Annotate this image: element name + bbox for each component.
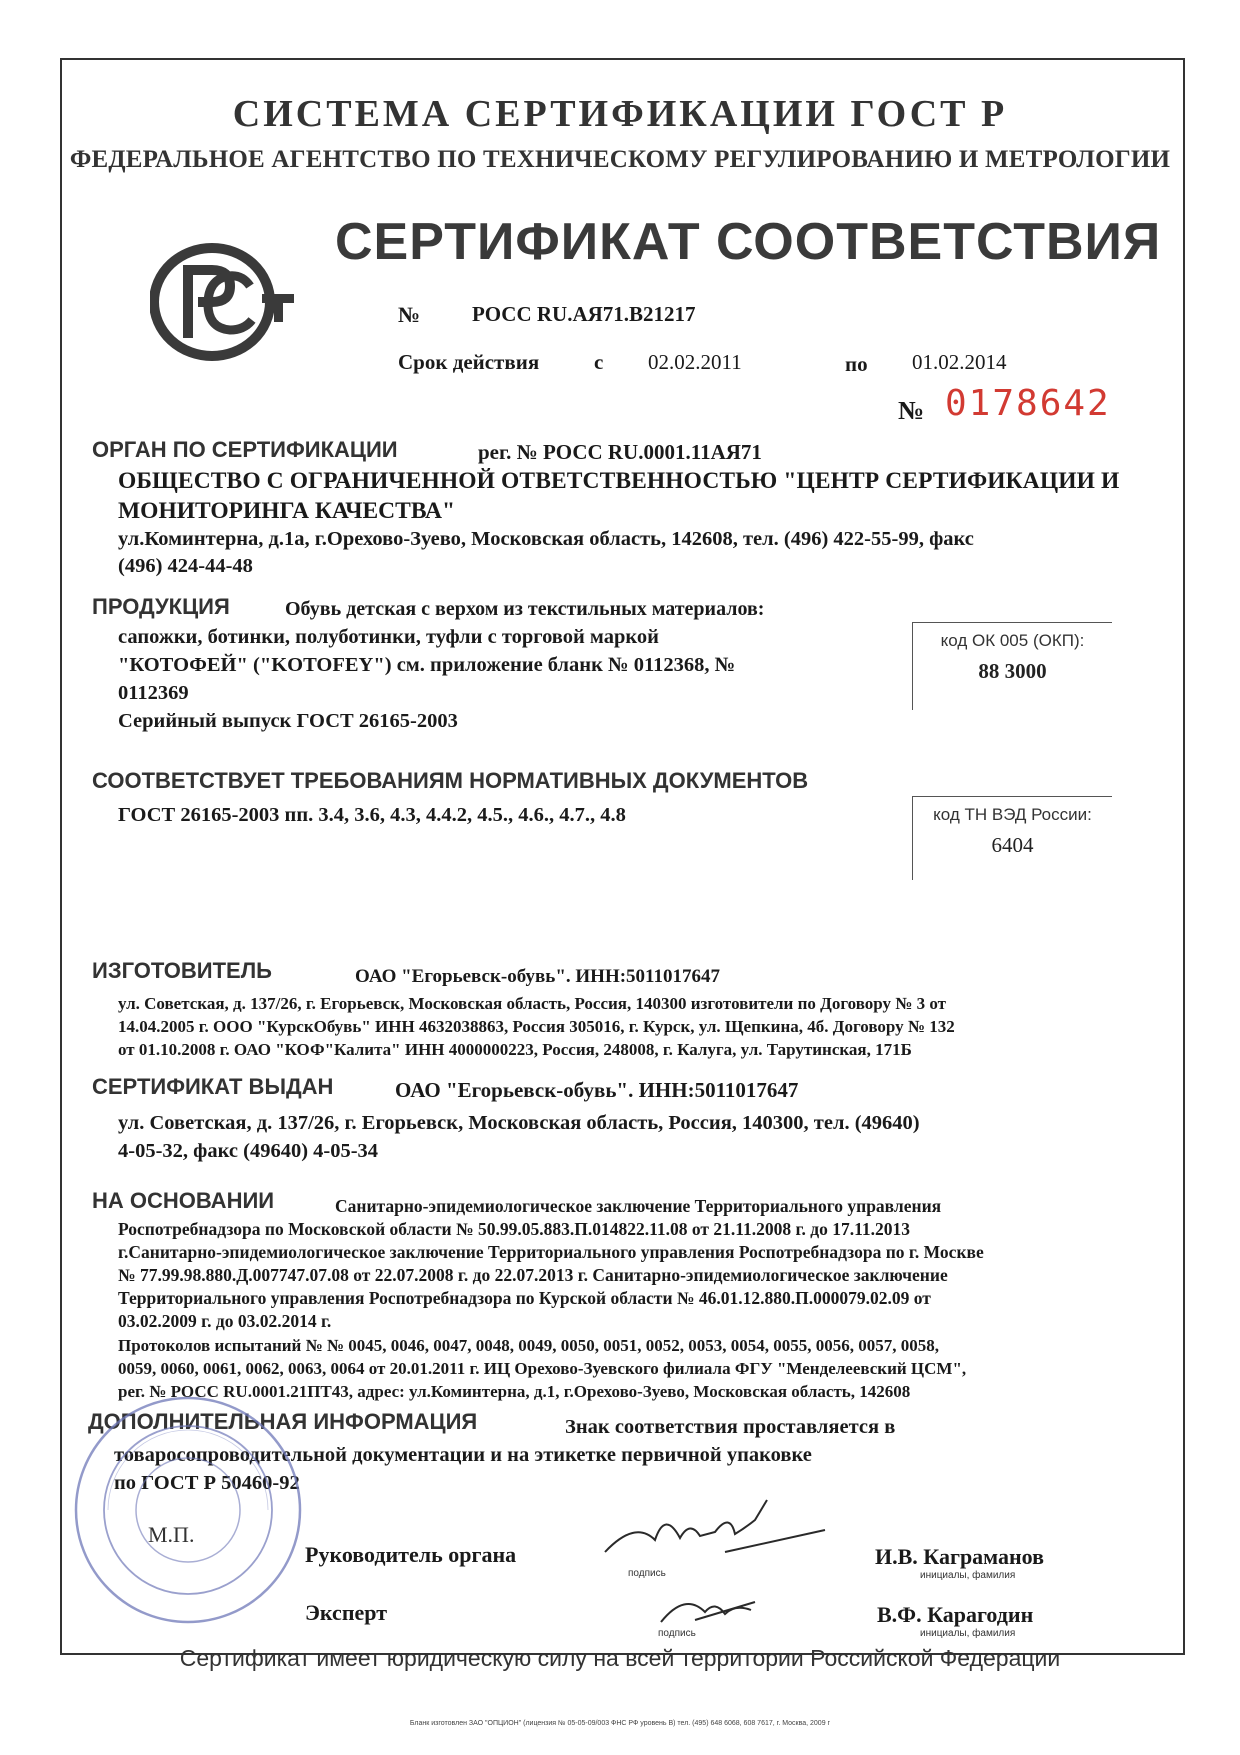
head-name-caption: инициалы, фамилия (920, 1570, 1016, 1581)
head-signature-icon (595, 1490, 835, 1570)
head-label: Руководитель органа (305, 1542, 517, 1567)
certificate-number: РОСС RU.АЯ71.В21217 (472, 302, 696, 326)
expert-signature-icon (655, 1582, 765, 1632)
tnved-code-value: 6404 (991, 833, 1034, 857)
manufacturer-name: ОАО "Егорьевск-обувь". ИНН:5011017647 (355, 966, 721, 987)
expert-name-caption: инициалы, фамилия (920, 1628, 1016, 1639)
stamp-label: М.П. (148, 1522, 195, 1547)
validity-note: Сертификат имеет юридическую силу на всей территории Российской Федерации (179, 1645, 1061, 1671)
product-line-5: Серийный выпуск ГОСТ 26165-2003 (118, 710, 458, 732)
expert-label: Эксперт (305, 1600, 388, 1625)
product-label: ПРОДУКЦИЯ (92, 594, 230, 619)
product-line-4: 0112369 (118, 682, 189, 704)
okp-code-value: 88 3000 (978, 659, 1047, 683)
number-label: № (398, 302, 421, 327)
additional-line-1: Знак соответствия проставляется в (565, 1416, 896, 1438)
okp-code-box (912, 622, 1112, 710)
manufacturer-line-1: ул. Советская, д. 137/26, г. Егорьевск, Московская область, Россия, 140300 изготовители по Договору № 3 от (118, 994, 946, 1013)
certificate-title: СЕРТИФИКАТ СООТВЕТСТВИЯ (335, 213, 1162, 271)
head-sign-caption: подпись (628, 1568, 666, 1579)
tnved-code-label: код ТН ВЭД России: (933, 805, 1092, 824)
manufacturer-line-3: от 01.10.2008 г. ОАО "КОФ"Калита" ИНН 4000000223, Россия, 248008, г. Калуга, ул. Тарутинская, 171Б (118, 1040, 912, 1059)
basis-line-2: Роспотребнадзора по Московской области № 50.99.05.883.П.014822.11.08 от 21.11.2008 г. до 17.11.2013 (118, 1219, 910, 1239)
agency-name: ФЕДЕРАЛЬНОЕ АГЕНТСТВО ПО ТЕХНИЧЕСКОМУ РЕГУЛИРОВАНИЮ И МЕТРОЛОГИИ (69, 146, 1171, 173)
issued-to-line-2: 4-05-32, факс (49640) 4-05-34 (118, 1140, 379, 1162)
validity-label: Срок действия (398, 350, 540, 374)
gost-r-logo-icon (150, 242, 300, 362)
tnved-code-box (912, 796, 1112, 880)
okp-code-label: код ОК 005 (ОКП): (940, 631, 1085, 650)
valid-to-date: 01.02.2014 (912, 350, 1007, 374)
system-title: СИСТЕМА СЕРТИФИКАЦИИ ГОСТ Р (232, 93, 1008, 135)
certification-body-name-1: ОБЩЕСТВО С ОГРАНИЧЕННОЙ ОТВЕТСТВЕННОСТЬЮ "ЦЕНТР СЕРТИФИКАЦИИ И (118, 468, 1120, 494)
basis-line-4: № 77.99.98.880.Д.007747.07.08 от 22.07.2008 г. до 22.07.2013 г. Санитарно-эпидемиологическое заключение (118, 1265, 948, 1285)
printer-note: Бланк изготовлен ЗАО "ОПЦИОН" (лицензия № 05-05-09/003 ФНС РФ уровень В) тел. (495) 648 6068, 608 7617, г. Москва, 2009 г (409, 1720, 831, 1727)
certification-body-reg: рег. № РОСС RU.0001.11АЯ71 (478, 440, 762, 464)
product-line-1: Обувь детская с верхом из текстильных материалов: (285, 598, 765, 620)
certification-body-name-2: МОНИТОРИНГА КАЧЕСТВА" (118, 498, 456, 524)
valid-from-date: 02.02.2011 (648, 350, 742, 374)
issued-to-line-1: ул. Советская, д. 137/26, г. Егорьевск, Московская область, Россия, 140300, тел. (49640) (118, 1112, 920, 1134)
expert-name: В.Ф. Карагодин (877, 1602, 1034, 1627)
conformity-label: СООТВЕТСТВУЕТ ТРЕБОВАНИЯМ НОРМАТИВНЫХ ДОКУМЕНТОВ (92, 768, 809, 793)
product-line-2: сапожки, ботинки, полуботинки, туфли с торговой маркой (118, 626, 659, 648)
basis-line-6: 03.02.2009 г. до 03.02.2014 г. (118, 1311, 332, 1331)
head-name: И.В. Каграманов (875, 1544, 1045, 1569)
issued-to-name: ОАО "Егорьевск-обувь". ИНН:5011017647 (395, 1078, 799, 1102)
basis-label: НА ОСНОВАНИИ (92, 1188, 275, 1213)
basis-line-9: рег. № РОСС RU.0001.21ПТ43, адрес: ул.Коминтерна, д.1, г.Орехово-Зуево, Московская область, 142608 (118, 1382, 911, 1401)
product-line-3: "КОТОФЕЙ" ("KOTOFEY") см. приложение бланк № 0112368, № (118, 654, 736, 676)
basis-line-5: Территориального управления Роспотребнадзора по Курской области № 46.01.12.880.П.000079.02.09 от (118, 1288, 931, 1308)
basis-line-3: г.Санитарно-эпидемиологическое заключение Территориального управления Роспотребнадзора по г. Москве (118, 1242, 984, 1262)
expert-sign-caption: подпись (658, 1628, 696, 1639)
validity-from-label: с (594, 350, 604, 374)
additional-line-2: товаросопроводительной документации и на этикетке первичной упаковке (114, 1444, 812, 1466)
blank-number-label: № (898, 396, 925, 425)
conformity-standard: ГОСТ 26165-2003 пп. 3.4, 3.6, 4.3, 4.4.2, 4.5., 4.6., 4.7., 4.8 (118, 804, 626, 826)
certification-body-address-1: ул.Коминтерна, д.1а, г.Орехово-Зуево, Московская область, 142608, тел. (496) 422-55-99, факс (118, 528, 974, 550)
validity-to-label: по (845, 352, 868, 376)
certification-body-label: ОРГАН ПО СЕРТИФИКАЦИИ (92, 437, 398, 462)
round-seal-stamp-icon (68, 1390, 308, 1630)
basis-line-7: Протоколов испытаний № № 0045, 0046, 0047, 0048, 0049, 0050, 0051, 0052, 0053, 0054, 0055, 0056, 0057, 0058, (118, 1336, 939, 1355)
additional-line-3: по ГОСТ Р 50460-92 (114, 1472, 300, 1494)
basis-line-8: 0059, 0060, 0061, 0062, 0063, 0064 от 20.01.2011 г. ИЦ Орехово-Зуевского филиала ФГУ "Менделеевский ЦСМ", (118, 1359, 967, 1378)
blank-number: 0178642 (945, 383, 1111, 424)
basis-line-1: Санитарно-эпидемиологическое заключение Территориального управления (335, 1196, 942, 1216)
additional-info-label: ДОПОЛНИТЕЛЬНАЯ ИНФОРМАЦИЯ (88, 1409, 478, 1434)
manufacturer-line-2: 14.04.2005 г. ООО "КурскОбувь" ИНН 4632038863, Россия 305016, г. Курск, ул. Щепкина, 4б. Договору № 132 (118, 1017, 955, 1036)
manufacturer-label: ИЗГОТОВИТЕЛЬ (92, 958, 272, 983)
certification-body-address-2: (496) 424-44-48 (118, 555, 253, 577)
issued-to-label: СЕРТИФИКАТ ВЫДАН (92, 1074, 334, 1099)
